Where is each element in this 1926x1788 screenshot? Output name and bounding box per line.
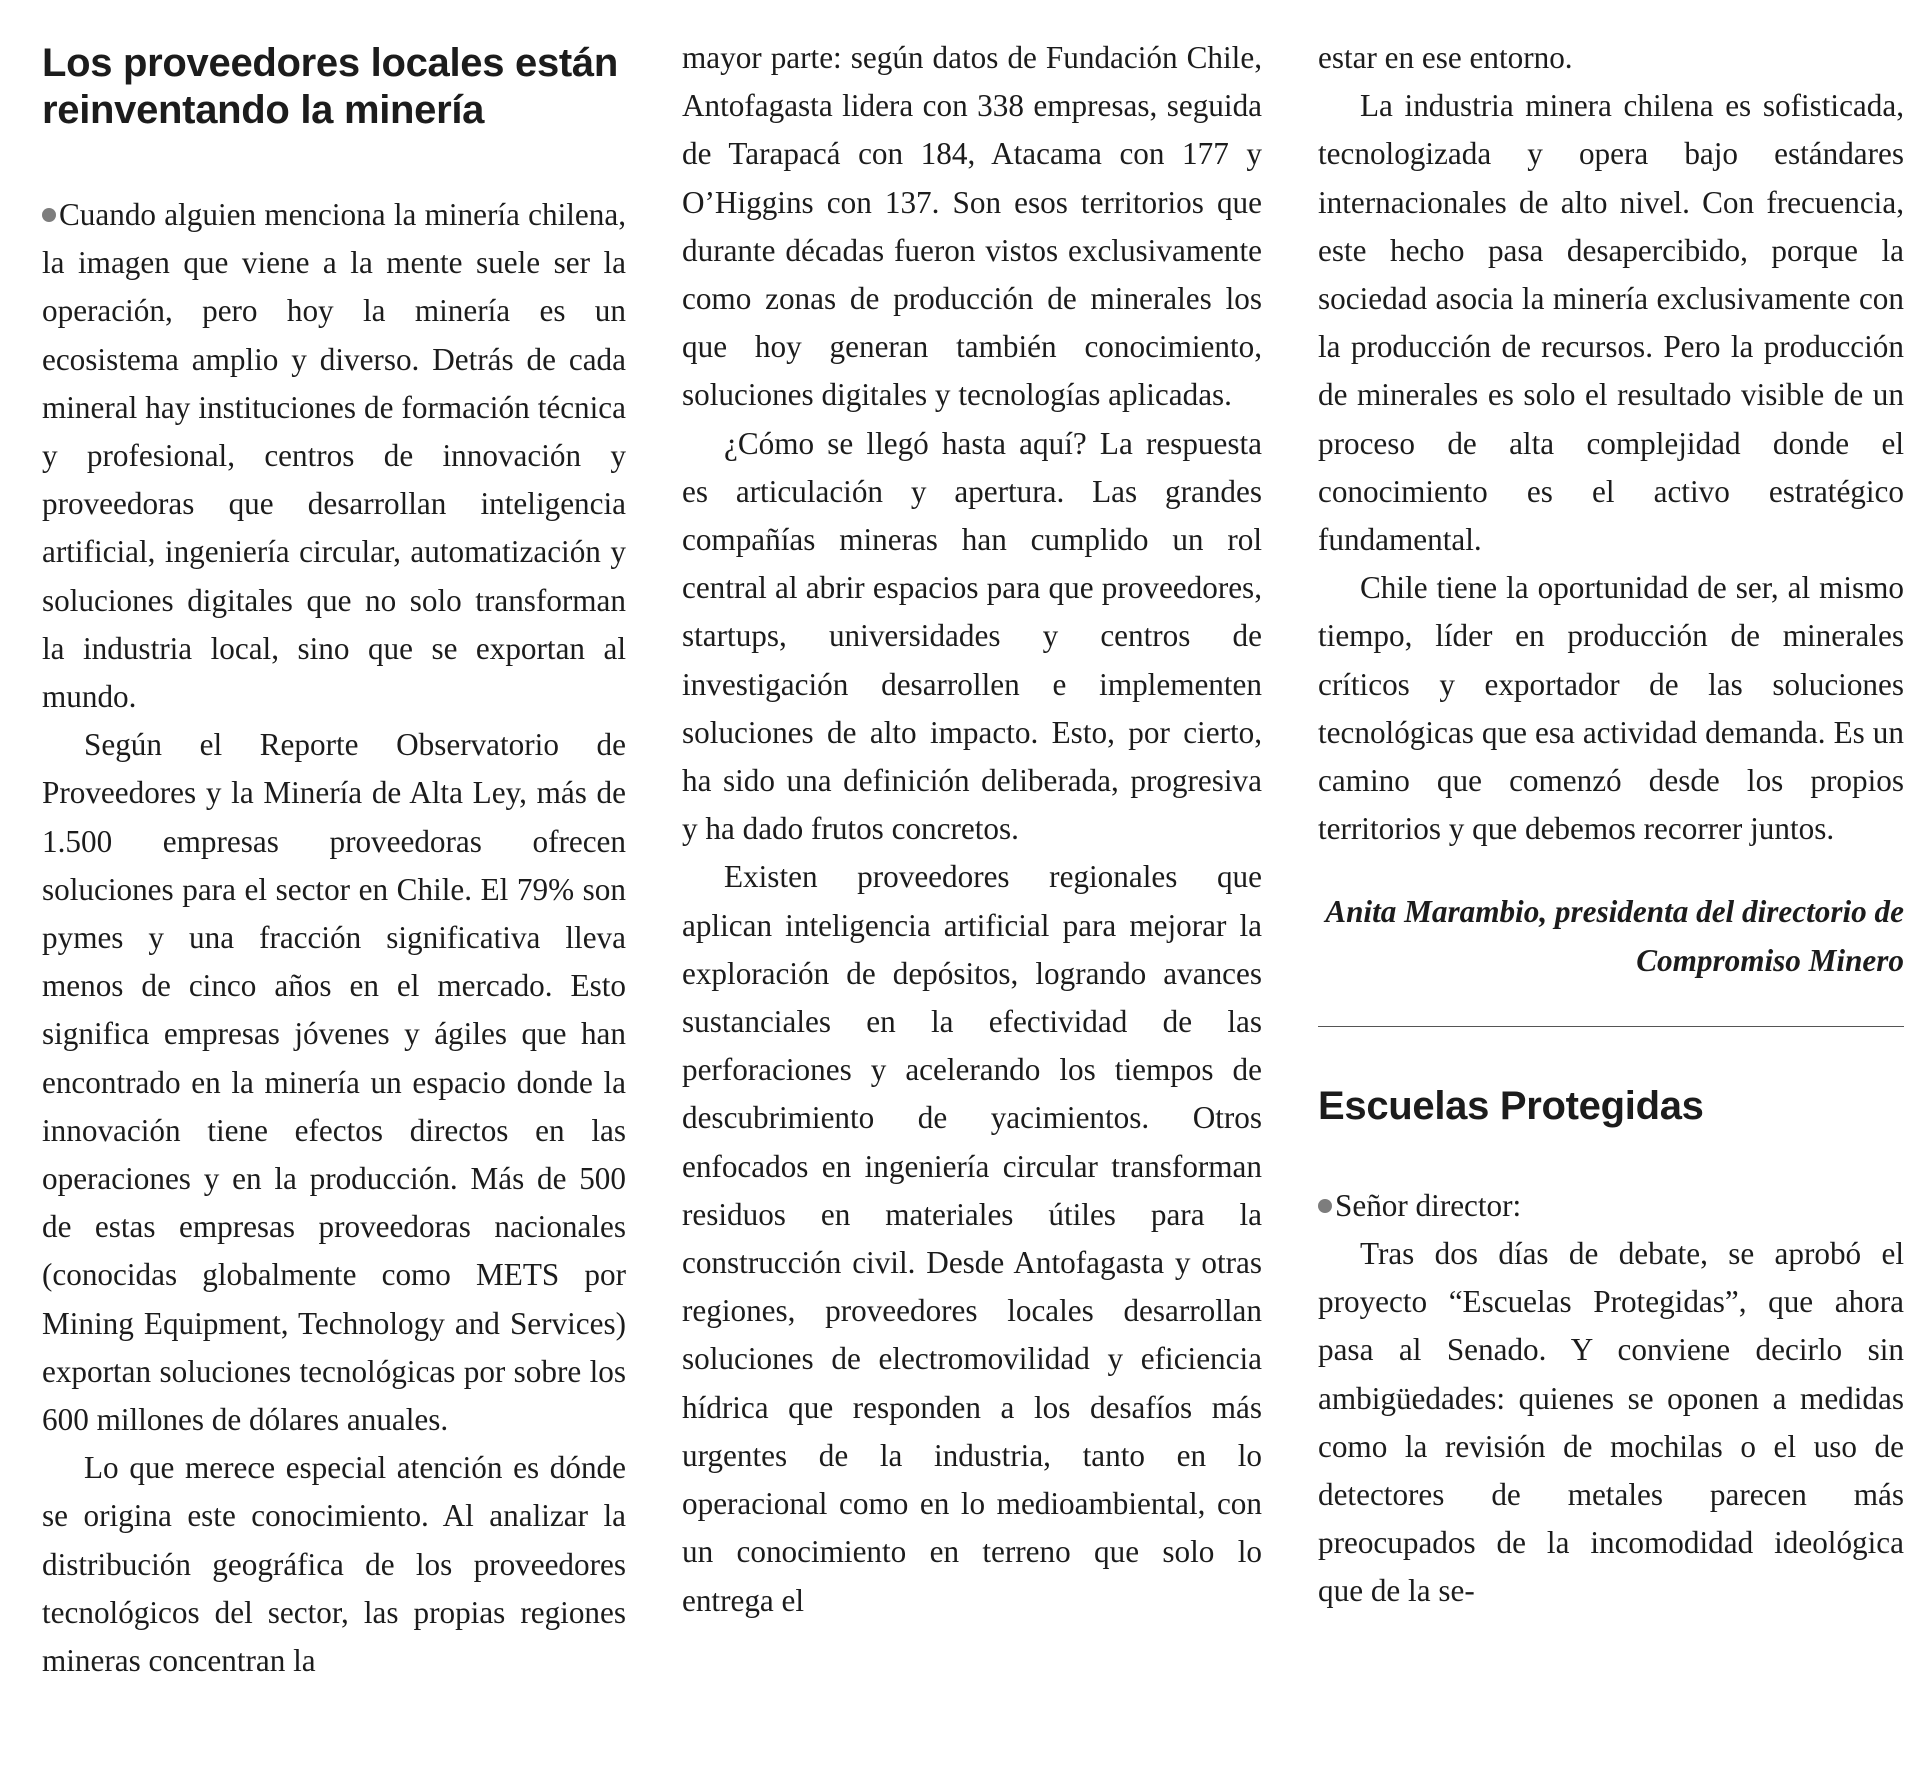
letter-paragraph: Tras dos días de debate, se aprobó el proyecto “Escuelas Protegidas”, que ahora pasa al Senado. Y conviene decirlo sin ambigüedades: quienes se oponen a medidas como la revisión de mochilas o el uso de detectores de metales parecen más preocupados de la incomodidad ideológica que de la se- (1318, 1236, 1904, 1609)
column-1 (42, 34, 626, 1685)
article-paragraph-continued: mayor parte: según datos de Fundación Chile, Antofagasta lidera con 338 empresas, seguida de Tarapacá con 184, Atacama con 177 y O’Higgins con 137. Son esos territorios que durante décadas fueron vistos exclusivamente como zonas de producción de minerales los que hoy generan también conocimiento, soluciones digitales y tecnologías aplicadas. (682, 40, 1262, 413)
article-paragraph: La industria minera chilena es sofisticada, tecnologizada y opera bajo estándares internacionales de alto nivel. Con frecuencia, este hecho pasa desapercibido, porque la sociedad asocia la minería exclusivamente con la producción de recursos. Pero la producción de minerales es solo el resultado visible de un proceso de alta complejidad donde el conocimiento es el activo estratégico fundamental. (1318, 88, 1904, 558)
article-paragraph: Lo que merece especial atención es dónde se origina este conocimiento. Al analizar la distribución geográfica de los proveedores tecnológicos del sector, las propias regiones mineras concentran la (42, 1450, 626, 1679)
article-paragraph: Existen proveedores regionales que aplican inteligencia artificial para mejorar la exploración de depósitos, logrando avances sustanciales en la efectividad de las perforaciones y acelerando los tiempos de descubrimiento de yacimientos. Otros enfocados en ingeniería circular transforman residuos en materiales útiles para la construcción civil. Desde Antofagasta y otras regiones, proveedores locales desarrollan soluciones de electromovilidad y eficiencia hídrica que responden a los desafíos más urgentes de la industria, tanto en lo operacional como en lo medioambiental, con un conocimiento en terreno que solo lo entrega el (682, 859, 1262, 1618)
article-paragraph: ¿Cómo se llegó hasta aquí? La respuesta es articulación y apertura. Las grandes compañías mineras han cumplido un rol central al abrir espacios para que proveedores, startups, universidades y centros de investigación desarrollen e implementen soluciones de alto impacto. Esto, por cierto, ha sido una definición deliberada, progresiva y ha dado frutos concretos. (682, 425, 1262, 847)
article-paragraph-continued: estar en ese entorno. (1318, 40, 1573, 75)
article-paragraph (42, 191, 626, 721)
author-byline: Anita Marambio, presidenta del directorio de Compromiso Minero (1325, 894, 1904, 978)
article-headline: Los proveedores locales están reinventando la minería (42, 41, 618, 132)
salutation-text: Señor director: (1335, 1187, 1522, 1223)
column-2 (682, 34, 1262, 1625)
article-paragraph: Chile tiene la oportunidad de ser, al mismo tiempo, líder en producción de minerales críticos y exportador de las soluciones tecnológicas que esa actividad demanda. Es un camino que comenzó desde los propios territorios y que debemos recorrer juntos. (1318, 570, 1904, 847)
paragraph-text: Cuando alguien menciona la minería chilena, la imagen que viene a la mente suele ser la operación, pero hoy la minería es un ecosistema amplio y diverso. Detrás de cada mineral hay instituciones de formación técnica y profesional, centros de innovación y proveedoras que desarrollan inteligencia artificial, ingeniería circular, automatización y soluciones digitales que no solo transforman la industria local, sino que se exportan al mundo. (42, 197, 626, 715)
letter-headline: Escuelas Protegidas (1318, 1083, 1704, 1128)
letter-salutation (1318, 1182, 1904, 1230)
bullet-icon (42, 208, 56, 222)
article-paragraph: Según el Reporte Observatorio de Proveedores y la Minería de Alta Ley, más de 1.500 empresas proveedoras ofrecen soluciones para el sector en Chile. El 79% son pymes y una fracción significativa lleva menos de cinco años en el mercado. Esto significa empresas jóvenes y ágiles que han encontrado en la minería un espacio donde la innovación tiene efectos directos en las operaciones y en la producción. Más de 500 de estas empresas proveedoras nacionales (conocidas globalmente como METS por Mining Equipment, Technology and Services) exportan soluciones tecnológicas por sobre los 600 millones de dólares anuales. (42, 727, 626, 1438)
section-divider (1318, 1026, 1904, 1027)
column-3 (1318, 34, 1904, 1616)
bullet-icon (1318, 1199, 1332, 1213)
